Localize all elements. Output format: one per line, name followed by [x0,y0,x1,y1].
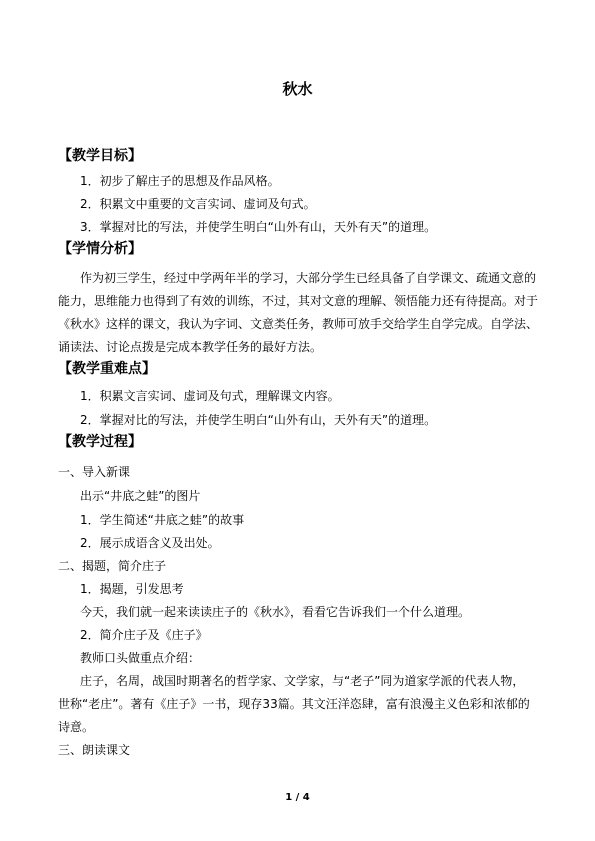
process-step: 二、揭题，简介庄子 [58,559,167,573]
process-line: 2．简介庄子及《庄子》 [80,628,208,642]
section-heading-keypoints: 【教学重难点】 [58,361,156,377]
keypoint-item: 2．掌握对比的写法，并使学生明白“山外有山，天外有天”的道理。 [80,413,437,427]
goal-item: 3．掌握对比的写法，并使学生明白“山外有山，天外有天”的道理。 [80,220,437,234]
process-line: 诗意。 [58,720,95,734]
goal-item: 1．初步了解庄子的思想及作品风格。 [80,174,280,188]
goal-item: 2．积累文中重要的文言实词、虚词及句式。 [80,197,316,211]
section-heading-process: 【教学过程】 [58,434,142,450]
section-heading-analysis: 【学情分析】 [58,241,142,257]
process-line: 庄子，名周，战国时期著名的哲学家、文学家，与“老子”同为道家学派的代表人物， [80,674,525,688]
process-line: 教师口头做重点介绍： [80,651,201,665]
paragraph-line: 能力，思维能力也得到了有效的训练，不过，其对文意的理解、领悟能力还有待提高。对于 [58,294,539,308]
process-step: 三、朗读课文 [58,743,131,757]
process-line: 1．学生简述“井底之蛙”的故事 [80,513,245,527]
process-line: 1．揭题，引发思考 [80,582,184,596]
paragraph-line: 《秋水》这样的课文，我认为字词、文意类任务，教师可放手交给学生自学完成。自学法、 [58,317,539,331]
section-heading-goals: 【教学目标】 [58,148,142,164]
process-line: 出示“井底之蛙”的图片 [80,489,201,503]
keypoint-item: 1．积累文言实词、虚词及句式，理解课文内容。 [80,389,340,403]
process-line: 世称“老庄”。著有《庄子》一书，现存33篇。其文汪洋恣肆，富有浪漫主义色彩和浓郁的 [58,697,530,711]
page-title: 秋水 [282,80,313,98]
paragraph-line: 诵读法、讨论点拨是完成本教学任务的最好方法。 [58,340,323,354]
page-number: 1 / 4 [285,792,310,803]
process-line: 2．展示成语含义及出处。 [80,536,220,550]
process-line: 今天，我们就一起来读读庄子的《秋水》，看看它告诉我们一个什么道理。 [80,605,471,619]
process-step: 一、导入新课 [58,465,131,479]
paragraph-line: 作为初三学生，经过中学两年半的学习，大部分学生已经具备了自学课文、疏通文意的 [80,271,537,285]
